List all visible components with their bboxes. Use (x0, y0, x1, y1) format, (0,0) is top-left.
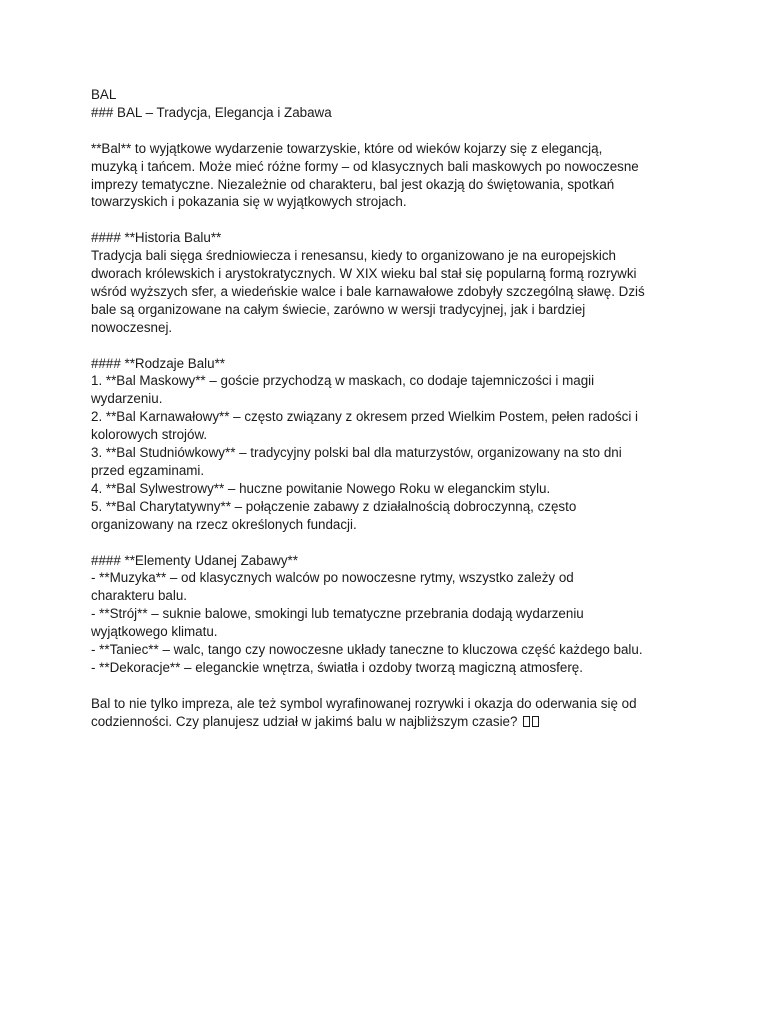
history-line: bale są organizowane na całym świecie, zarówno w wersji tradycyjnej, jak i bardziej (91, 301, 586, 317)
elements-line: - **Dekoracje** – eleganckie wnętrza, światła i ozdoby tworzą magiczną atmosferę. (91, 659, 583, 675)
types-line: wydarzeniu. (91, 391, 163, 407)
blank-line (91, 211, 688, 229)
document-title: BAL (91, 87, 117, 102)
main-heading: ### BAL – Tradycja, Elegancja i Zabawa (91, 104, 332, 120)
blank-line (91, 122, 688, 140)
types-line: 4. **Bal Sylwestrowy** – huczne powitanie Nowego Roku w eleganckim stylu. (91, 480, 551, 496)
history-line: Tradycja bali sięga średniowiecza i renesansu, kiedy to organizowano je na europejskich (91, 248, 617, 264)
types-line: 1. **Bal Maskowy** – goście przychodzą w maskach, co dodaje tajemniczości i magii (91, 373, 595, 389)
history-line: nowoczesnej. (91, 319, 173, 335)
types-line: 3. **Bal Studniówkowy** – tradycyjny polski bal dla maturzystów, organizowany na sto dni (91, 445, 622, 461)
elements-line: - **Taniec** – walc, tango czy nowoczesne układy taneczne to kluczowa część każdego balu. (91, 642, 643, 658)
elements-line: wyjątkowego klimatu. (91, 624, 218, 640)
types-section (91, 355, 688, 534)
intro-line: **Bal** to wyjątkowe wydarzenie towarzyskie, które od wieków kojarzy się z elegancją, (91, 140, 603, 156)
types-line: kolorowych strojów. (91, 427, 208, 443)
intro-line: muzyką i tańcem. Może mieć różne formy – od klasycznych bali maskowych po nowoczesne (91, 158, 639, 174)
intro-line: towarzyskich i pokazania się w wyjątkowych strojach. (91, 194, 407, 210)
types-heading: #### **Rodzaje Balu** (91, 355, 226, 371)
types-line: przed egzaminami. (91, 462, 205, 478)
types-line: 2. **Bal Karnawałowy** – często związany z okresem przed Wielkim Postem, pełen radości i (91, 409, 639, 425)
types-line: organizowany na rzecz określonych fundacji. (91, 516, 357, 532)
history-line: wśród wyższych sfer, a wiedeńskie walce i bale karnawałowe zdobyły szczególną sławę. Dziś (91, 283, 645, 299)
history-section (91, 229, 688, 336)
history-line: dworach królewskich i arystokratycznych. W XIX wieku bal stał się popularną formą rozrywki (91, 266, 637, 282)
history-heading: #### **Historia Balu** (91, 230, 222, 246)
closing-line-with-glyphs (91, 713, 688, 731)
elements-heading: #### **Elementy Udanej Zabawy** (91, 552, 298, 568)
types-line: 5. **Bal Charytatywny** – połączenie zabawy z działalnością dobroczynną, często (91, 498, 577, 514)
closing-line: Bal to nie tylko impreza, ale też symbol wyrafinowanej rozrywki i okazja do oderwania się od (91, 695, 637, 711)
elements-line: - **Muzyka** – od klasycznych walców po nowoczesne rytmy, wszystko zależy od (91, 570, 574, 586)
missing-glyph-icon (532, 716, 539, 727)
missing-glyph-icon (523, 716, 530, 727)
closing-text: codzienności. Czy planujesz udział w jakimś balu w najbliższym czasie? (91, 713, 518, 729)
intro-paragraph (91, 140, 688, 212)
intro-line: imprezy tematyczne. Niezależnie od charakteru, bal jest okazją do świętowania, spotkań (91, 176, 615, 192)
closing-paragraph (91, 695, 688, 731)
elements-section (91, 552, 688, 677)
blank-line (91, 677, 688, 695)
blank-line (91, 534, 688, 552)
elements-line: - **Strój** – suknie balowe, smokingi lub tematyczne przebrania dodają wydarzeniu (91, 606, 584, 622)
elements-line: charakteru balu. (91, 588, 188, 604)
blank-line (91, 337, 688, 355)
